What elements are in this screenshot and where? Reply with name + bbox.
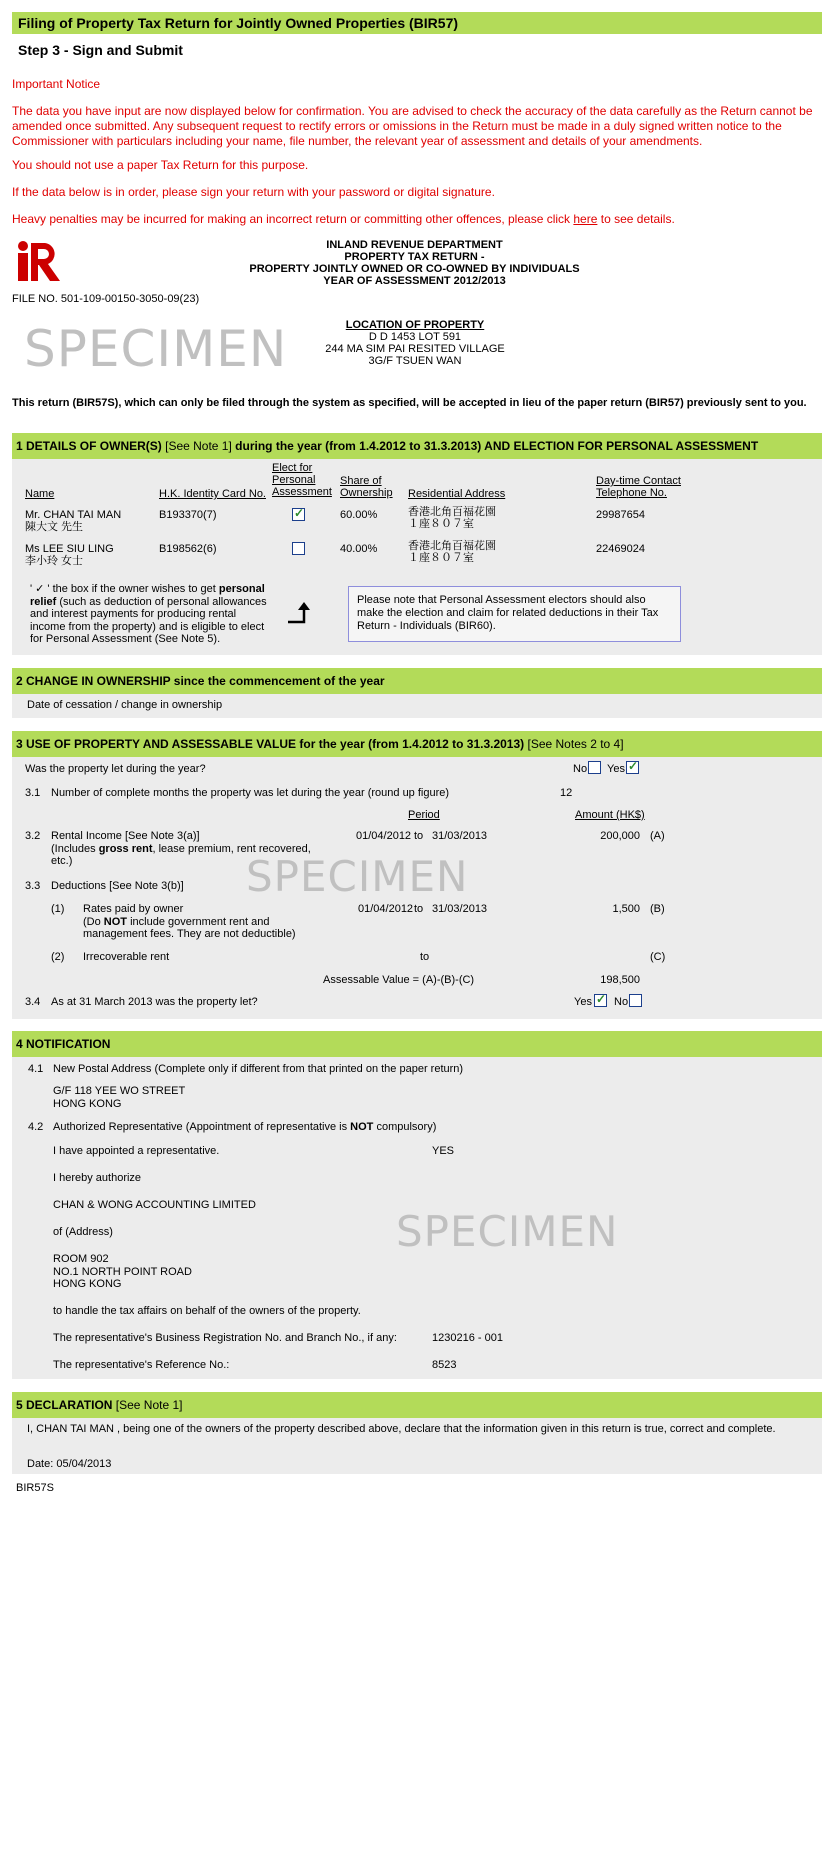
- page-title: Filing of Property Tax Return for Jointly Owned Properties (BIR57): [18, 15, 459, 31]
- col-share: Share of Ownership: [340, 475, 393, 499]
- declaration-text: I, CHAN TAI MAN , being one of the owners of the property described above, declare that the information given in this return is true, correct and complete.: [27, 1423, 776, 1435]
- rental-income-amount: 200,000: [600, 830, 640, 842]
- assessable-value-label: Assessable Value = (A)-(B)-(C): [323, 974, 475, 986]
- pa-info-box: Please note that Personal Assessment electors should also make the election and claim for related deductions in their Tax Return - Individuals (BIR60).: [348, 586, 681, 642]
- section-4-bar: [12, 1031, 822, 1057]
- ref-value: 8523: [432, 1359, 457, 1371]
- assessable-value: 198,500: [600, 974, 640, 986]
- penalties-here-link[interactable]: here: [573, 212, 598, 226]
- page-title-bar: [12, 12, 822, 34]
- appointed-label: I have appointed a representative.: [53, 1145, 220, 1157]
- section-5-title: 5 DECLARATION [See Note 1]: [16, 1398, 183, 1412]
- step-title: Step 3 - Sign and Submit: [18, 42, 183, 58]
- section-5-bar: [12, 1392, 822, 1418]
- months-let-label: Number of complete months the property was let during the year (round up figure): [51, 787, 450, 799]
- notice-paragraph-4: Heavy penalties may be incurred for making an incorrect return or committing other offences, please click here to see details.: [12, 212, 675, 226]
- deductions-label: Deductions [See Note 3(b)]: [51, 880, 184, 892]
- rental-income-label: Rental Income [See Note 3(a)] (Includes gross rent, lease premium, rent recovered, etc.): [51, 830, 311, 867]
- tick-note: ' ✓ ' the box if the owner wishes to get personal relief (such as deduction of personal allowances and interest payments for producing rental income from the property) and is eligible to elect for Personal Assessment (See Note 5).: [30, 583, 267, 645]
- representative-name: CHAN & WONG ACCOUNTING LIMITED: [53, 1199, 256, 1211]
- file-number: FILE NO. 501-109-00150-3050-09(23): [12, 293, 200, 305]
- col-elect: Elect for Personal Assessment: [272, 462, 332, 498]
- elect-pa-checkbox[interactable]: [292, 542, 305, 555]
- section-3-title: 3 USE OF PROPERTY AND ASSESSABLE VALUE for the year (from 1.4.2012 to 31.3.2013) [See Notes 2 to 4]: [16, 737, 624, 751]
- appointed-value: YES: [432, 1145, 455, 1157]
- brn-value: 1230216 - 001: [432, 1332, 503, 1344]
- notice-paragraph-1: The data you have input are now displayed below for confirmation. You are advised to check the accuracy of the data carefully as the Return cannot be amended once submitted. Any subsequent request to rectify errors or omissions in the Return must be made in a duly signed written notice to the Commissioner with particulars including your name, file number, the relevant year of assessment and details of your amendments.: [12, 104, 813, 148]
- irrecoverable-rent-label: Irrecoverable rent: [83, 951, 170, 963]
- authorized-rep-label: Authorized Representative (Appointment of representative is NOT compulsory): [53, 1121, 437, 1133]
- brn-label: The representative's Business Registration No. and Branch No., if any:: [53, 1332, 397, 1344]
- section-2-bar: [12, 668, 822, 694]
- notice-heading: Important Notice: [12, 77, 101, 91]
- section-2-title: 2 CHANGE IN OWNERSHIP since the commencement of the year: [16, 674, 385, 688]
- let-yes-checkbox[interactable]: ✓: [628, 759, 639, 773]
- cessation-date-label: Date of cessation / change in ownership: [27, 699, 223, 711]
- specimen-watermark: SPECIMEN: [24, 320, 288, 378]
- ref-label: The representative's Reference No.:: [53, 1359, 230, 1371]
- form-code: BIR57S: [16, 1482, 54, 1494]
- arrow-up-icon: [286, 600, 312, 626]
- months-let-value: 12: [560, 787, 573, 799]
- intro-text: This return (BIR57S), which can only be filed through the system as specified, will be accepted in lieu of the paper return (BIR57) previously sent to you.: [12, 397, 807, 409]
- form-header: INLAND REVENUE DEPARTMENT PROPERTY TAX RETURN - PROPERTY JOINTLY OWNED OR CO-OWNED BY INDIVIDUALS YEAR OF ASSESSMENT 2012/2013: [249, 239, 580, 287]
- period-header: Period: [408, 809, 440, 821]
- col-hkid: H.K. Identity Card No.: [159, 488, 266, 500]
- property-location: LOCATION OF PROPERTY D D 1453 LOT 591 244 MA SIM PAI RESITED VILLAGE 3G/F TSUEN WAN: [325, 319, 505, 367]
- rates-label: Rates paid by owner (Do NOT include government rent and management fees. They are not deductible): [83, 903, 296, 940]
- notice-paragraph-3: If the data below is in order, please sign your return with your password or digital signature.: [12, 185, 495, 199]
- property-let-question: Was the property let during the year?: [25, 763, 206, 775]
- year-end-no-checkbox[interactable]: [629, 994, 642, 1007]
- elect-pa-checkbox[interactable]: ✓: [294, 506, 305, 520]
- year-end-yes-checkbox[interactable]: ✓: [596, 992, 607, 1006]
- section-4-title: 4 NOTIFICATION: [16, 1037, 111, 1051]
- col-phone: Day-time Contact Telephone No.: [596, 475, 681, 499]
- section-3-bar: [12, 731, 822, 757]
- new-address-label: New Postal Address (Complete only if different from that printed on the paper return): [53, 1063, 464, 1075]
- let-at-year-end-label: As at 31 March 2013 was the property let?: [51, 996, 258, 1008]
- col-name: Name: [25, 488, 55, 500]
- section-1-title: 1 DETAILS OF OWNER(S) [See Note 1] during the year (from 1.4.2012 to 31.3.2013) AND ELECTION FOR PERSONAL ASSESSMENT: [16, 439, 759, 453]
- representative-address: ROOM 902 NO.1 NORTH POINT ROAD HONG KONG: [53, 1253, 192, 1290]
- let-no-checkbox[interactable]: [588, 761, 601, 774]
- specimen-watermark: SPECIMEN: [396, 1207, 619, 1256]
- rates-amount: 1,500: [612, 903, 640, 915]
- new-postal-address: G/F 118 YEE WO STREET HONG KONG: [53, 1085, 186, 1110]
- section-1-bar: [12, 433, 822, 459]
- col-address: Residential Address: [408, 488, 506, 500]
- declaration-date: Date: 05/04/2013: [27, 1458, 112, 1470]
- notice-paragraph-2: You should not use a paper Tax Return for this purpose.: [12, 158, 309, 172]
- amount-header: Amount (HK$): [575, 809, 645, 821]
- specimen-watermark: SPECIMEN: [246, 852, 469, 901]
